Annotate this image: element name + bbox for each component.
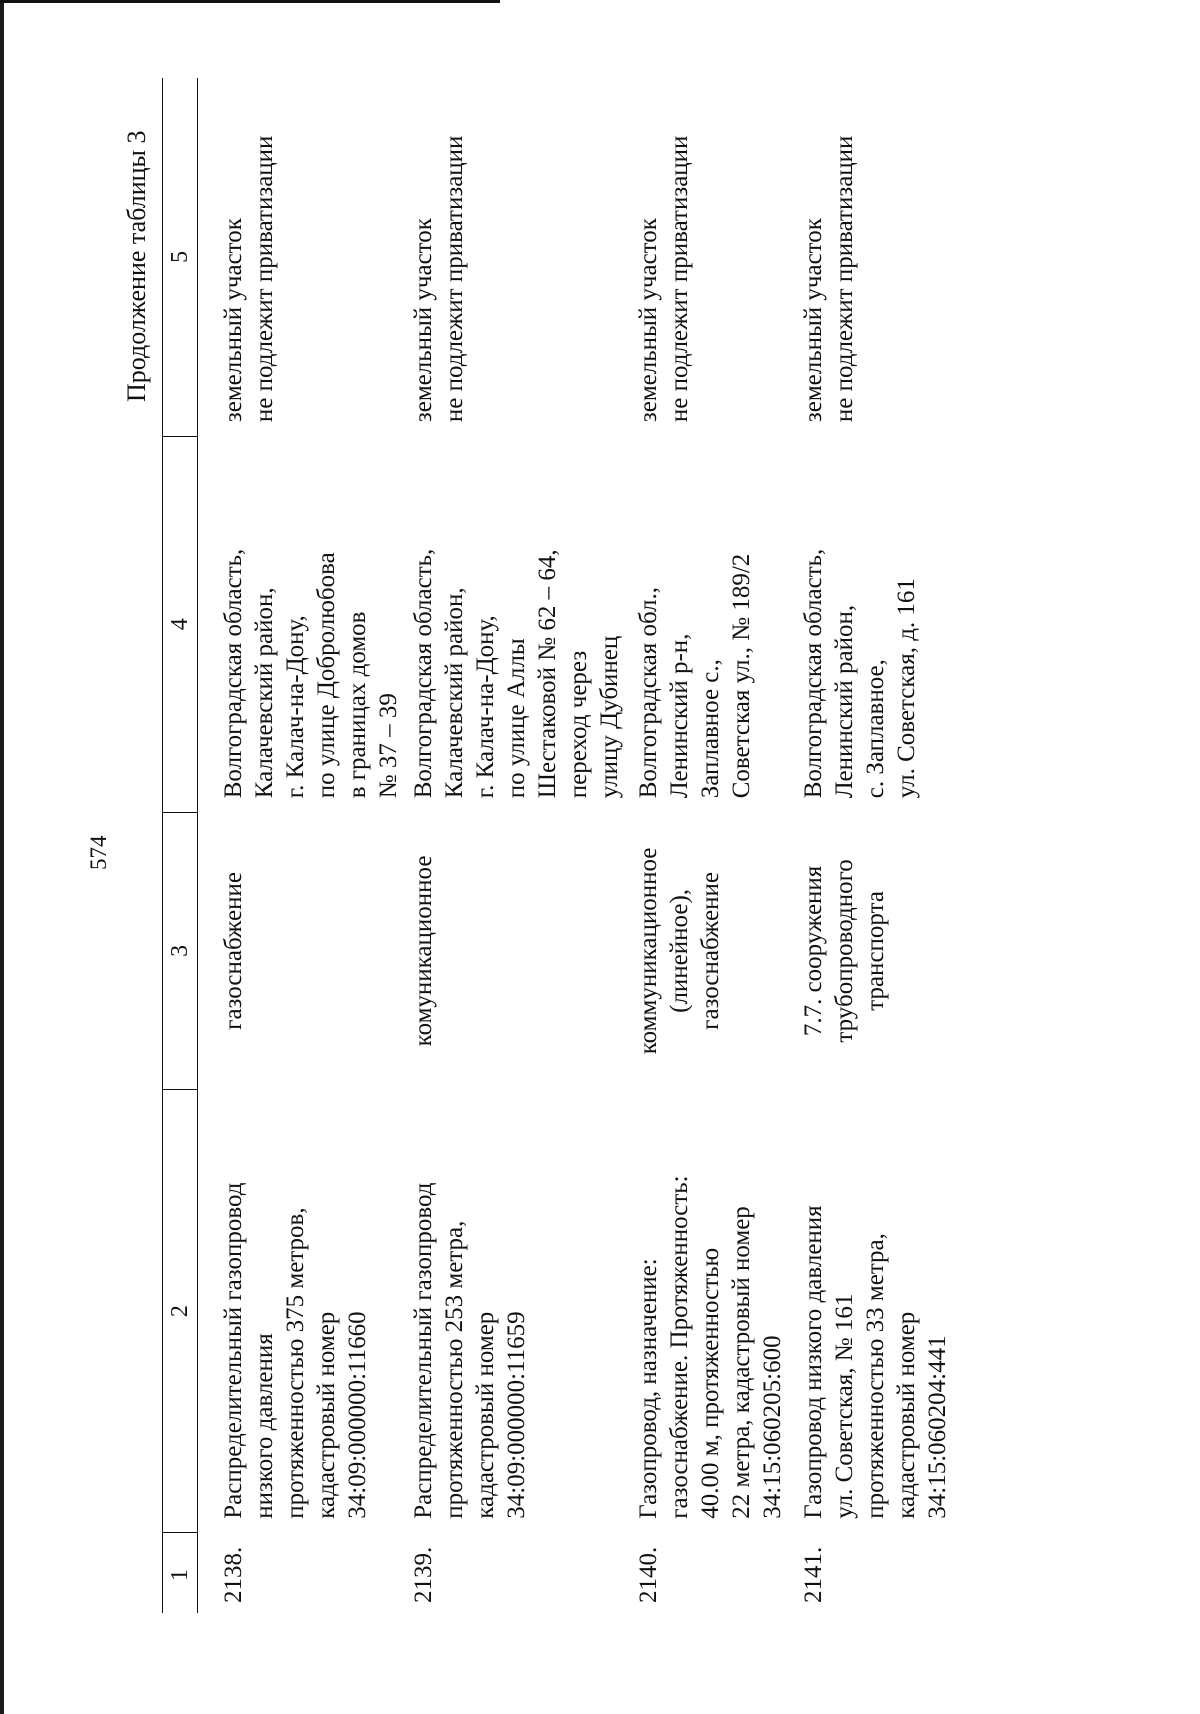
object-description: Распределительный газопровод низкого давления протяженностью 375 метров, кадастровый номер 34:09:000000:11660 bbox=[220, 1182, 371, 1519]
page-number: 574 bbox=[86, 835, 111, 870]
table-header-row bbox=[163, 78, 198, 1613]
object-description: Распределительный газопровод протяженностью 253 метра, кадастровый номер 34:09:000000:11659 bbox=[410, 1182, 530, 1519]
address: Волгоградская обл., Ленинский р-н, Заплавное с., Советская ул., № 189/2 bbox=[635, 553, 755, 799]
row-number: 2139. bbox=[410, 1546, 437, 1603]
row-number: 2138. bbox=[220, 1546, 247, 1603]
scan-top-line bbox=[0, 0, 500, 3]
continuation-label: Продолжение таблицы 3 bbox=[122, 130, 151, 402]
status: земельный участок не подлежит приватизации bbox=[220, 135, 278, 423]
object-description: Газопровод низкого давления ул. Советская, № 161 протяженностью 33 метра, кадастровый номер 34:15:060204:441 bbox=[800, 1205, 951, 1519]
header-col-5: 5 bbox=[163, 78, 198, 436]
purpose: коммуникационное (линейное), газоснабжение bbox=[635, 847, 724, 1055]
header-col-1: 1 bbox=[163, 1533, 198, 1613]
row-number: 2140. bbox=[635, 1546, 662, 1603]
purpose: 7.7. сооружения трубопроводного транспорта bbox=[800, 859, 889, 1043]
purpose: газоснабжение bbox=[220, 872, 247, 1030]
object-description: Газопровод, назначение: газоснабжение. Протяженность: 40.00 м, протяженностью 22 метра, кадастровый номер 34:15:060205:600 bbox=[635, 1175, 786, 1519]
row-number: 2141. bbox=[800, 1546, 827, 1603]
status: земельный участок не подлежит приватизации bbox=[800, 135, 858, 423]
address: Волгоградская область, Ленинский район, с. Заплавное, ул. Советская, д. 161 bbox=[800, 548, 920, 799]
rotated-table bbox=[162, 78, 1162, 1613]
header-col-3: 3 bbox=[163, 812, 198, 1089]
header-col-2: 2 bbox=[163, 1090, 198, 1533]
status: земельный участок не подлежит приватизации bbox=[635, 135, 693, 423]
scan-left-edge bbox=[0, 0, 4, 1714]
header-col-4: 4 bbox=[163, 436, 198, 812]
purpose: комуникационное bbox=[410, 855, 437, 1047]
data-table bbox=[162, 78, 958, 1613]
address: Волгоградская область, Калачевский район, г. Калач-на-Дону, по улице Добролюбова в границах домов № 37 – 39 bbox=[220, 548, 402, 799]
table-row bbox=[633, 78, 798, 1613]
table-row bbox=[408, 78, 633, 1613]
status: земельный участок не подлежит приватизации bbox=[410, 135, 468, 423]
table-row bbox=[218, 78, 408, 1613]
address: Волгоградская область, Калачевский район, г. Калач-на-Дону, по улице Аллы Шестаковой № 62 – 64, переход через улицу Дубинец bbox=[410, 548, 623, 799]
table-row bbox=[798, 78, 958, 1613]
